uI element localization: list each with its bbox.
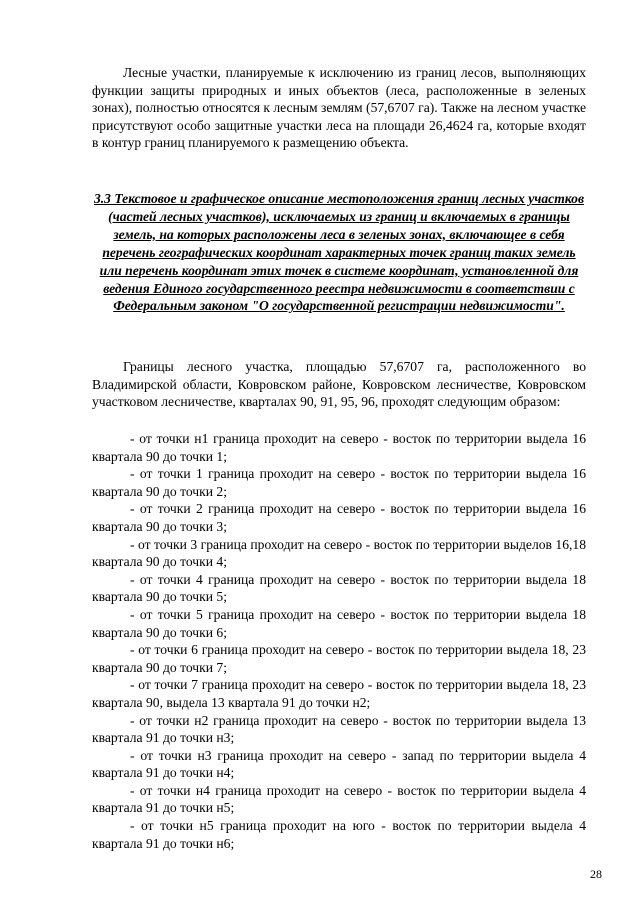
list-item: - от точки 5 граница проходит на северо - восток по территории выдела 18 квартала 90 до точки 6; (92, 606, 586, 640)
section-heading: 3.3 Текстовое и графическое описание местоположения границ лесных участков (частей лесных участков), исключаемых из границ и включаемых в границы земель, на которых расположены леса в зеленых зонах, включающее в себя перечень географических координат характерных точек границ таких земель или перечень координат этих точек в системе координат, установленной для ведения Единого государственного реестра недвижимости в соответствии с Федеральным законом "О государственной регистрации недвижимости". (93, 191, 585, 314)
list-item: - от точки н1 граница проходит на северо - восток по территории выдела 16 квартала 90 до точки 1; (92, 431, 586, 464)
boundary-paragraph: Границы лесного участка, площадью 57,6707 га, расположенного во Владимирской области, Ковровском районе, Ковровском лесничестве, Ковровском участковом лесничестве, кварталах 90, 91, 95, 96, проходят следующим образом: (92, 359, 586, 410)
list-item: - от точки н5 граница проходит на юго - восток по территории выдела 4 квартала 91 до точки н6; (92, 818, 586, 851)
boundary-list (92, 430, 586, 852)
list-item: - от точки 3 граница проходит на северо - восток по территории выделов 16,18 квартала 90 до точки 4; (92, 536, 586, 570)
list-item: - от точки 1 граница проходит на северо - восток по территории выдела 16 квартала 90 до точки 2; (92, 466, 586, 499)
list-item: - от точки н3 граница проходит на северо - запад по территории выдела 4 квартала 91 до точки н4; (92, 747, 586, 781)
list-item: - от точки 4 граница проходит на северо - восток по территории выдела 18 квартала 90 до точки 5; (92, 571, 586, 605)
intro-paragraph: Лесные участки, планируемые к исключению из границ лесов, выполняющих функции защиты природных и иных объектов (леса, расположенные в зеленых зонах), полностью относятся к лесным землям (57,6707 га). Также на лесном участке присутствуют особо защитные участки леса на площади 26,4624 га, которые входят в контур границ планируемого к размещению объекта. (92, 65, 586, 151)
list-item: - от точки н4 граница проходит на северо - восток по территории выдела 4 квартала 91 до точки н5; (92, 782, 586, 816)
list-item: - от точки 2 граница проходит на северо - восток по территории выдела 16 квартала 90 до точки 3; (92, 501, 586, 534)
page-number: 28 (590, 867, 602, 881)
list-item: - от точки 6 граница проходит на северо - восток по территории выдела 18, 23 квартала 90 до точки 7; (92, 642, 586, 675)
list-item: - от точки 7 граница проходит на северо - восток по территории выдела 18, 23 квартала 90, выдела 13 квартала 91 до точки н2; (92, 677, 586, 710)
list-item: - от точки н2 граница проходит на северо - восток по территории выдела 13 квартала 91 до точки н3; (92, 712, 586, 746)
